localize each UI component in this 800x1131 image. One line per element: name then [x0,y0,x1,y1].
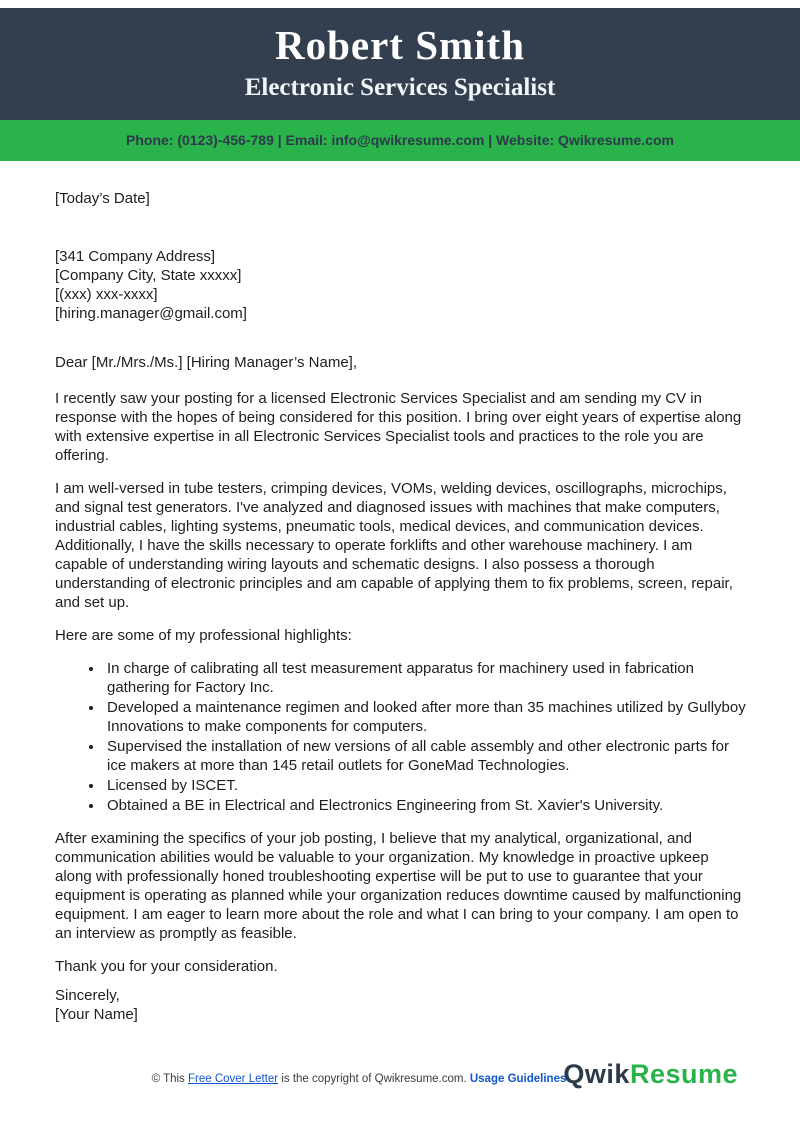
address-line: [Company City, State xxxxx] [55,267,242,284]
recipient-address-block [55,247,748,323]
address-line: [hiring.manager@gmail.com] [55,305,247,322]
logo-text-resume: Resume [629,1059,738,1089]
qwikresume-logo [563,1059,738,1090]
date-placeholder: [Today’s Date] [55,190,150,207]
thanks-line: Thank you for your consideration. [55,958,278,975]
logo-text-qwik: Qwik [563,1059,630,1089]
signoff-line: Sincerely, [55,987,120,1004]
letter-body [0,161,800,1024]
address-line: [(xxx) xxx-xxxx] [55,286,158,303]
highlight-item: • Developed a maintenance regimen and looked after more than 35 machines utilized by Gullyboy Innovations to make components for computers. [104,698,748,736]
highlight-item: • Obtained a BE in Electrical and Electronics Engineering from St. Xavier's University. [104,796,748,815]
contact-bar [0,120,800,161]
experience-paragraph: I am well-versed in tube testers, crimping devices, VOMs, welding devices, oscillographs, microchips, and signal test generators. I've analyzed and diagnosed issues with machines that make computers, industrial cables, lighting systems, pneumatic tools, medical devices, and communication devices. Additionally, I have the skills necessary to operate forklifts and other warehouse machinery. I am capable of understanding wiring layouts and schematic designs. I also possess a thorough understanding of electronic principles and am capable of applying them to fix problems, screen, repair, and set up. [55,480,733,611]
contact-info: Phone: (0123)-456-789 | Email: info@qwikresume.com | Website: Qwikresume.com [126,132,674,148]
job-title: Electronic Services Specialist [244,74,556,101]
signature-placeholder: [Your Name] [55,1006,138,1023]
intro-paragraph: I recently saw your posting for a licensed Electronic Services Specialist and am sending my CV in response with the hopes of being considered for this position. I bring over eight years of expertise along with extensive expertise in all Electronic Services Specialist tools and practices to the role you are offering. [55,390,742,464]
copyright-prefix: © This [151,1073,188,1085]
footer [0,1056,800,1106]
address-line: [341 Company Address] [55,248,216,265]
person-name: Robert Smith [274,22,525,68]
copyright-middle: is the copyright of Qwikresume.com. [278,1073,470,1085]
free-cover-letter-link[interactable]: Free Cover Letter [188,1073,279,1085]
header-banner [0,8,800,120]
highlights-list [55,659,748,815]
highlight-item: • Licensed by ISCET. [104,776,748,795]
highlights-intro: Here are some of my professional highlights: [55,627,352,644]
salutation: Dear [Mr./Mrs./Ms.] [Hiring Manager’s Name], [55,354,358,371]
closing-paragraph: After examining the specifics of your job posting, I believe that my analytical, organizational, and communication abilities would be valuable to your organization. My knowledge in proactive upkeep along with professionally honed troubleshooting expertise will be put to use to guarantee that your equipment is operating as planned while your organization reduces downtime caused by malfunctioning equipment. I am eager to learn more about the role and what I can bring to your company. I am open to an interview as promptly as feasible. [55,830,742,942]
highlight-item: • In charge of calibrating all test measurement apparatus for machinery used in fabrication gathering for Factory Inc. [104,659,748,697]
usage-guidelines-link[interactable]: Usage Guidelines [469,1073,567,1085]
highlight-item: • Supervised the installation of new versions of all cable assembly and other electronic parts for ice makers at more than 145 retail outlets for GoneMad Technologies. [104,737,748,775]
